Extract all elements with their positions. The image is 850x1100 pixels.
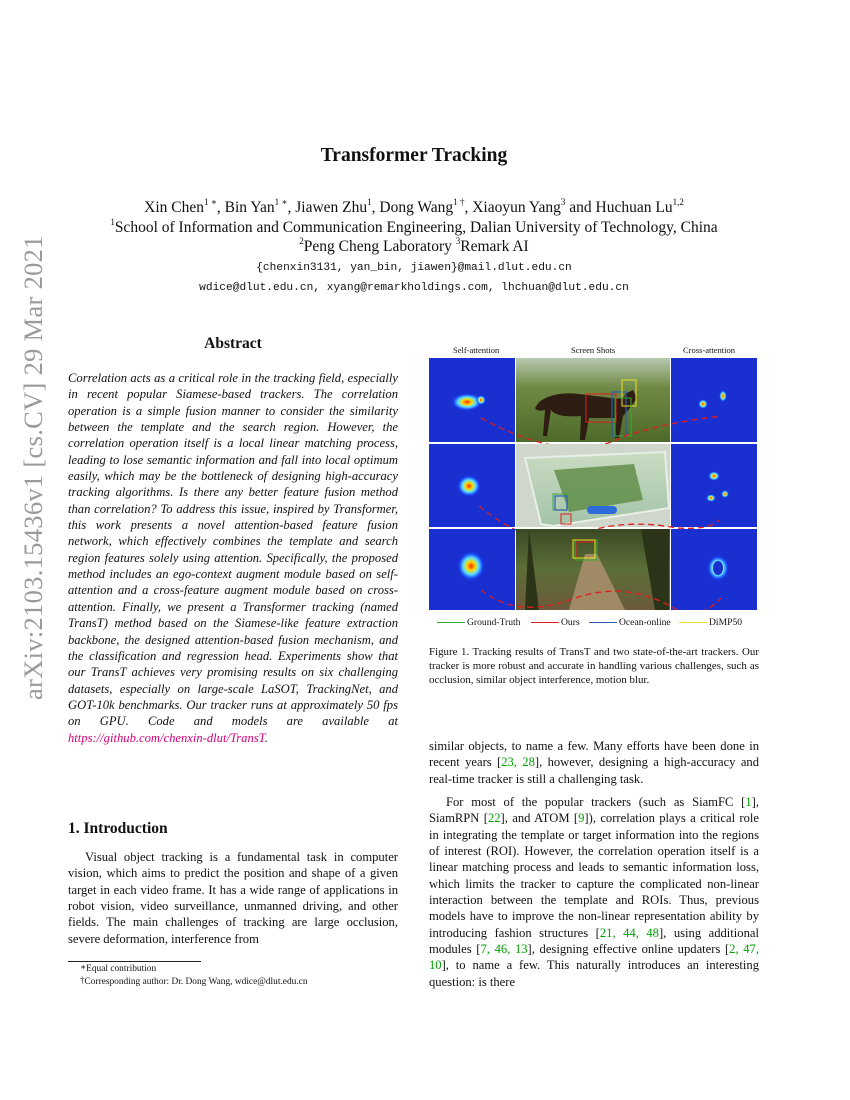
cross-attention-map (671, 358, 757, 442)
body-paragraph: For most of the popular trackers (such as SiamFC [1], SiamRPN [22], and ATOM [9]), correlation plays a critical role in integrating the template or target information into the regions of interest (ROI). However, the correlation operation itself is a linear matching process and leads to semantic information loss, which limits the tracker to capture the complicated non-linear interaction between the template and ROIs. Thus, previous models have to improve the non-linear representation ability by introducing fashion structures [21, 44, 48], using additional modules [7, 46, 13], designing effective online updaters [2, 47, 10], to name a few. This naturally introduces an interesting question: is there (429, 795, 760, 989)
legend-swatch (531, 622, 559, 623)
author-list: Xin Chen$^{1 ∗}$, Bin Yan$^{1 ∗}$, Jiawen Zhu$^1$, Dong Wang$^{1 \dagger}$, Xiaoyun Yang$^3$ and Huchuan Lu$^{1,2}$ (144, 197, 684, 216)
legend-item-ours (531, 617, 580, 628)
author-mark: 1 ∗ (204, 197, 217, 207)
affiliation-text: Remark AI (460, 238, 529, 255)
citation-ref[interactable]: 9 (578, 811, 585, 826)
footnote-2 (80, 977, 308, 987)
author-mark: 1 (367, 197, 372, 207)
intro-paragraph: Visual object tracking is a fundamental task in computer vision, which aims to predict the position and shape of a given target in each video frame. It has a wide range of applications in robot vision, video surveillance, unmanned driving, and other fields. The main challenges of tracking are large occlusion, severe deformation, interference from (68, 850, 398, 946)
figure-column-label-cross-attention: Cross-attention (683, 345, 735, 355)
author-name: Jiawen Zhu (295, 199, 368, 216)
citation-ref[interactable]: 22 (487, 811, 501, 826)
affiliation-mark: 2 (299, 236, 304, 246)
footnote-mark: † (80, 975, 85, 985)
citation-ref[interactable]: 21, 44, 48 (599, 925, 659, 940)
legend-label: Ours (561, 617, 580, 628)
figure-image-grid (429, 358, 757, 610)
legend-label: Ocean-online (619, 617, 671, 628)
footnote-1 (80, 964, 156, 975)
legend-label: Ground-Truth (467, 617, 521, 628)
legend-swatch (679, 622, 707, 623)
author-mark: 1 † (453, 197, 465, 207)
footnote-divider (68, 961, 201, 962)
abstract-heading: Abstract (204, 335, 262, 352)
author-name: Bin Yan (224, 199, 275, 216)
footnote-text: Corresponding author: Dr. Dong Wang, wdice@dlut.edu.cn (84, 977, 308, 987)
figure-legend (429, 617, 757, 631)
section-heading-introduction: 1. Introduction (68, 820, 168, 837)
legend-item-dimp50 (679, 617, 742, 628)
body-paragraph: similar objects, to name a few. Many efforts have been done in recent years [23, 28], however, designing a high-accuracy and real-time tracker is still a challenging task. (429, 739, 759, 786)
affiliation-line-2 (0, 238, 828, 256)
author-mark: 1,2 (672, 197, 684, 207)
figure-column-label-self-attention: Self-attention (453, 345, 500, 355)
figure-column-label-screen-shots: Screen Shots (571, 345, 616, 355)
citation-ref[interactable]: 23, 28 (501, 755, 535, 770)
abstract-body (68, 370, 398, 746)
author-mark: 3 (560, 197, 566, 207)
legend-swatch (589, 622, 617, 623)
author-name: Xiaoyun Yang (472, 199, 561, 216)
arxiv-stamp: arXiv:2103.15436v1 [cs.CV] 29 Mar 2021 (18, 235, 48, 700)
abstract-end: . (264, 730, 268, 745)
author-name: Xin Chen (144, 199, 205, 216)
affiliation-mark: 1 (110, 217, 115, 227)
email-line-2: wdice@dlut.edu.cn, xyang@remarkholdings.com, lhchuan@dlut.edu.cn (199, 282, 629, 294)
code-link[interactable]: https://github.com/chenxin-dlut/TransT (68, 730, 265, 745)
footnote-text: Equal contribution (86, 964, 157, 974)
citation-ref[interactable]: 1 (745, 795, 752, 809)
figure-caption: Figure 1. Tracking results of TransT and two state-of-the-art trackers. Our tracker is more robust and accurate in handling various challenges, such as occlusion, similar object interference, motion blur. (429, 646, 759, 687)
abstract-text: Correlation acts as a critical role in the tracking field, especially in recent popular Siamese-based trackers. The correlation operation is a simple fusion manner to consider the similarity between the template and the search region. However, the correlation operation itself is a local linear matching process, leading to lose semantic information and fall into local optimum easily, which may be the bottleneck of designing high-accuracy tracking algorithms. Is there any better feature fusion method than correlation? To address this issue, inspired by Transformer, this work presents a novel attention-based feature fusion network, which effectively combines the template and search region features solely using attention. Specifically, the proposed method includes an ego-context augment module based on self-attention and a cross-feature augment module based on cross-attention. Finally, we present a Transformer tracking (named TransT) method based on the Siamese-like feature extraction backbone, the designed attention-based fusion mechanism, and the classification and regression head. Experiments show that our TransT achieves very promising results on six challenging datasets, especially on large-scale LaSOT, TrackingNet, and GOT-10k benchmarks. Our tracker runs at approximately 50 fps on GPU. Code and models are available at (68, 371, 398, 729)
legend-swatch (437, 622, 465, 623)
affiliation-text: Peng Cheng Laboratory (303, 238, 456, 255)
legend-item-ocean-online (589, 617, 671, 628)
email-line-1: {chenxin3131, yan_bin, jiawen}@mail.dlut.edu.cn (256, 262, 572, 274)
author-mark: 1 ∗ (274, 197, 288, 207)
citation-ref[interactable]: 2, 47, 10 (429, 942, 759, 973)
legend-item-ground-truth (437, 617, 520, 628)
affiliation-line-1 (0, 219, 828, 237)
affiliation-mark: 3 (455, 236, 461, 246)
author-name: Dong Wang (379, 199, 454, 216)
author-name: Huchuan Lu (595, 199, 673, 216)
affiliation-text: School of Information and Communication Engineering, Dalian University of Technology, China (114, 219, 718, 236)
footnote-mark: ∗ (80, 962, 87, 972)
paper-title: Transformer Tracking (320, 145, 508, 166)
cross-attention-map (671, 444, 757, 527)
legend-label: DiMP50 (709, 617, 743, 628)
citation-ref[interactable]: 7, 46, 13 (480, 942, 528, 957)
